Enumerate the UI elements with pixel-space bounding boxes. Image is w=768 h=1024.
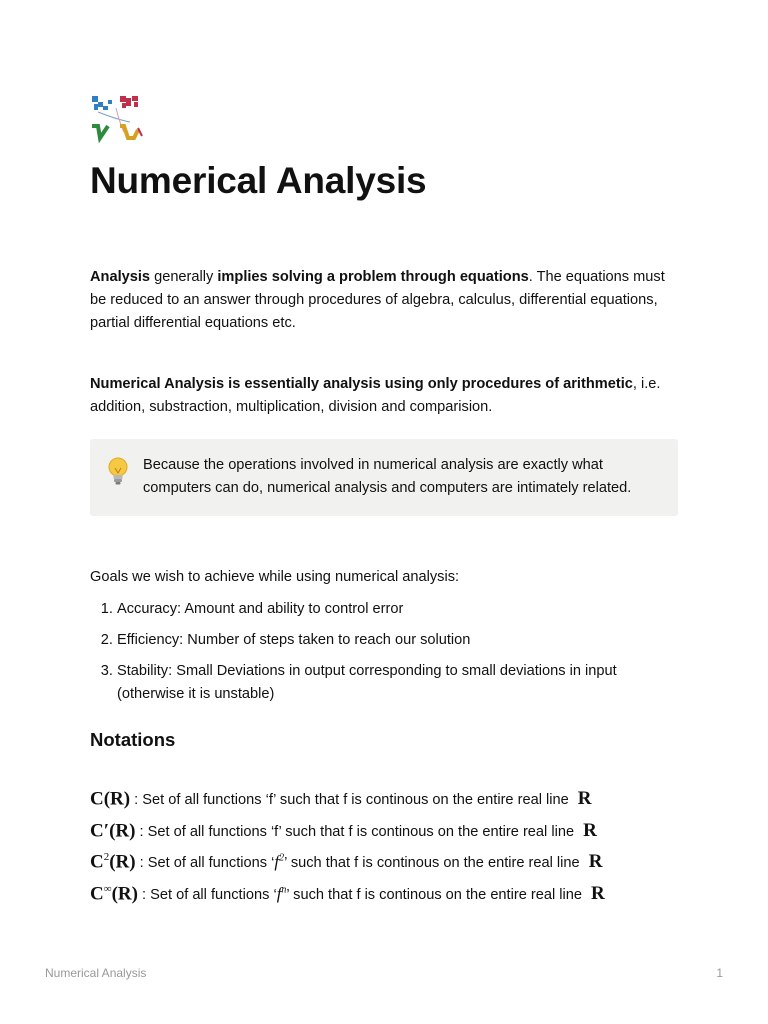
goals-list (90, 598, 677, 714)
text-segment: generally (150, 269, 218, 285)
real-line-symbol: R (588, 851, 603, 873)
notations-list (90, 788, 690, 914)
notations-heading: Notations (90, 729, 176, 750)
notation-text: : Set of all functions ‘ (137, 886, 277, 903)
notation-text: : Set of all functions ‘f’ such that f is continous on the entire real line (135, 823, 579, 840)
notation-text: : Set of all functions ‘ (135, 855, 275, 872)
text-segment: , i.e. addition, substraction, multiplication, division and comparision. (90, 376, 661, 415)
notation-row (90, 788, 690, 820)
goals-intro: Goals we wish to achieve while using numerical analysis: (90, 569, 460, 585)
bold-phrase: Numerical Analysis is essentially analysis using only procedures of arithmetic (90, 376, 633, 392)
function-symbol: $f^n$ (276, 883, 287, 903)
function-symbol: $f^2$ (274, 852, 285, 872)
math-symbol: $C^2(R)$ (90, 851, 136, 873)
list-item: 1. Accuracy: Amount and ability to control error (117, 598, 677, 621)
notation-row (90, 883, 690, 915)
callout-text: Because the operations involved in numerical analysis are exactly what computers can do, numerical analysis and computers are intimately related. (143, 457, 632, 496)
math-symbol: C′(R) (90, 819, 136, 841)
list-item: 2. Efficiency: Number of steps taken to reach our solution (117, 629, 677, 652)
text-segment: . The equations must be reduced to an answer through procedures of algebra, calculus, differential equations, partial differential equations etc. (90, 269, 665, 331)
real-line-symbol: R (591, 882, 605, 904)
lightbulb-icon (107, 457, 129, 487)
notation-row (90, 820, 690, 852)
footer-title: Numerical Analysis (45, 966, 147, 980)
list-item: 3. Stability: Small Deviations in output corresponding to small deviations in input (otherwise it is unstable) (117, 660, 677, 706)
notation-row (90, 851, 690, 883)
real-line-symbol: R (583, 819, 597, 841)
numerical-analysis-logo-icon (90, 94, 146, 146)
intro-paragraph-2 (90, 373, 680, 419)
notation-text: ’ such that f is continous on the entire real line (284, 855, 584, 872)
notation-text: ’ such that f is continous on the entire real line (286, 886, 587, 903)
bold-term: Analysis (90, 269, 151, 285)
notation-text: : Set of all functions ‘f’ such that f is continous on the entire real line (130, 792, 573, 809)
math-symbol: C(R) (90, 788, 131, 810)
intro-paragraph-1 (90, 266, 680, 335)
math-symbol: C∞(R) (90, 882, 138, 904)
page-title: Numerical Analysis (90, 160, 427, 201)
real-line-symbol: R (577, 788, 592, 810)
callout-box (90, 439, 678, 516)
bold-phrase: implies solving a problem through equations (217, 269, 529, 285)
page-number: 1 (716, 966, 723, 980)
